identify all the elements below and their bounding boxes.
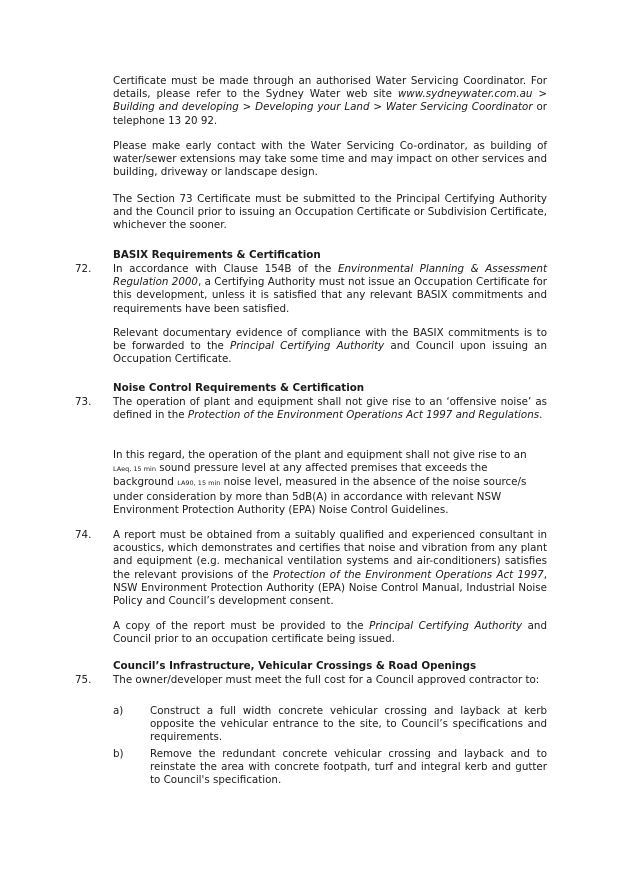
report-paragraph-2: A copy of the report must be provided to the Principal Certifying Authority and Council prior to an occupation certificate being issued. <box>113 620 547 646</box>
intro-paragraph-3: The Section 73 Certificate must be submitted to the Principal Certifying Authority and the Council prior to issuing an Occupation Certificate or Subdivision Certificate, whichever the sooner. <box>113 193 547 232</box>
basix-paragraph-1: In accordance with Clause 154B of the Environmental Planning & Assessment Regulation 2000, a Certifying Authority must not issue an Occupation Certificate for this development, unless it is satisfied that any relevant BASIX commitments and requirements have been satisfied. <box>113 263 547 315</box>
condition-number-74: 74. <box>75 529 92 541</box>
noise-paragraph-1: The operation of plant and equipment shall not give rise to an ‘offensive noise’ as defined in the Protection of the Environment Operations Act 1997 and Regulations. <box>113 396 547 422</box>
list-item-text: Construct a full width concrete vehicular crossing and layback at kerb opposite the vehicular entrance to the site, to Council’s specifications and requirements. <box>150 705 547 744</box>
basix-paragraph-2: Relevant documentary evidence of compliance with the BASIX commitments is to be forwarded to the Principal Certifying Authority and Council upon issuing an Occupation Certificate. <box>113 327 547 366</box>
laeq-label: LAeq, 15 min <box>113 465 156 474</box>
infrastructure-heading: Council’s Infrastructure, Vehicular Crossings & Road Openings <box>113 660 477 672</box>
list-item-label: b) <box>113 748 124 760</box>
intro-paragraph-2: Please make early contact with the Water Servicing Co-ordinator, as building of water/sewer extensions may take some time and may impact on other services and building, driveway or landscape design. <box>113 140 547 179</box>
condition-number-75: 75. <box>75 674 92 686</box>
condition-number-73: 73. <box>75 396 92 408</box>
noise-heading: Noise Control Requirements & Certification <box>113 382 365 394</box>
list-item-label: a) <box>113 705 124 717</box>
sydney-water-link-path: www.sydneywater.com.au > Building and developing > Developing your Land > Water Servicing Coordinator <box>113 88 548 114</box>
intro-paragraph-1: Certificate must be made through an authorised Water Servicing Coordinator. For details, please refer to the Sydney Water web site www.sydneywater.com.au > Building and developing > Developing your Land > Water Servicing Coordinator or telephone 13 20 92. <box>113 75 548 127</box>
list-item-text: Remove the redundant concrete vehicular crossing and layback and to reinstate the area with concrete footpath, turf and integral kerb and gutter to Council's specification. <box>150 748 547 787</box>
basix-heading: BASIX Requirements & Certification <box>113 249 321 261</box>
la90-label: LA90, 15 min <box>177 479 221 488</box>
noise-paragraph-2: In this regard, the operation of the plant and equipment shall not give rise to an LAeq, 15 min sound pressure level at any affected premises that exceeds the background LA90, 15 min noise level, measured in the absence of the noise source/s under consideration by more than 5dB(A) in accordance with relevant NSW Environment Protection Authority (EPA) Noise Control Guidelines. <box>113 449 527 516</box>
infrastructure-paragraph-1: The owner/developer must meet the full cost for a Council approved contractor to: <box>113 674 540 686</box>
condition-number-72: 72. <box>75 263 92 275</box>
report-paragraph-1: A report must be obtained from a suitably qualified and experienced consultant in acoustics, which demonstrates and certifies that noise and vibration from any plant and equipment (e.g. mechanical ventilation systems and air-conditioners) satisfies the relevant provisions of the Protection of the Environment Operations Act 1997, NSW Environment Protection Authority (EPA) Noise Control Manual, Industrial Noise Policy and Council’s development consent. <box>113 529 547 608</box>
